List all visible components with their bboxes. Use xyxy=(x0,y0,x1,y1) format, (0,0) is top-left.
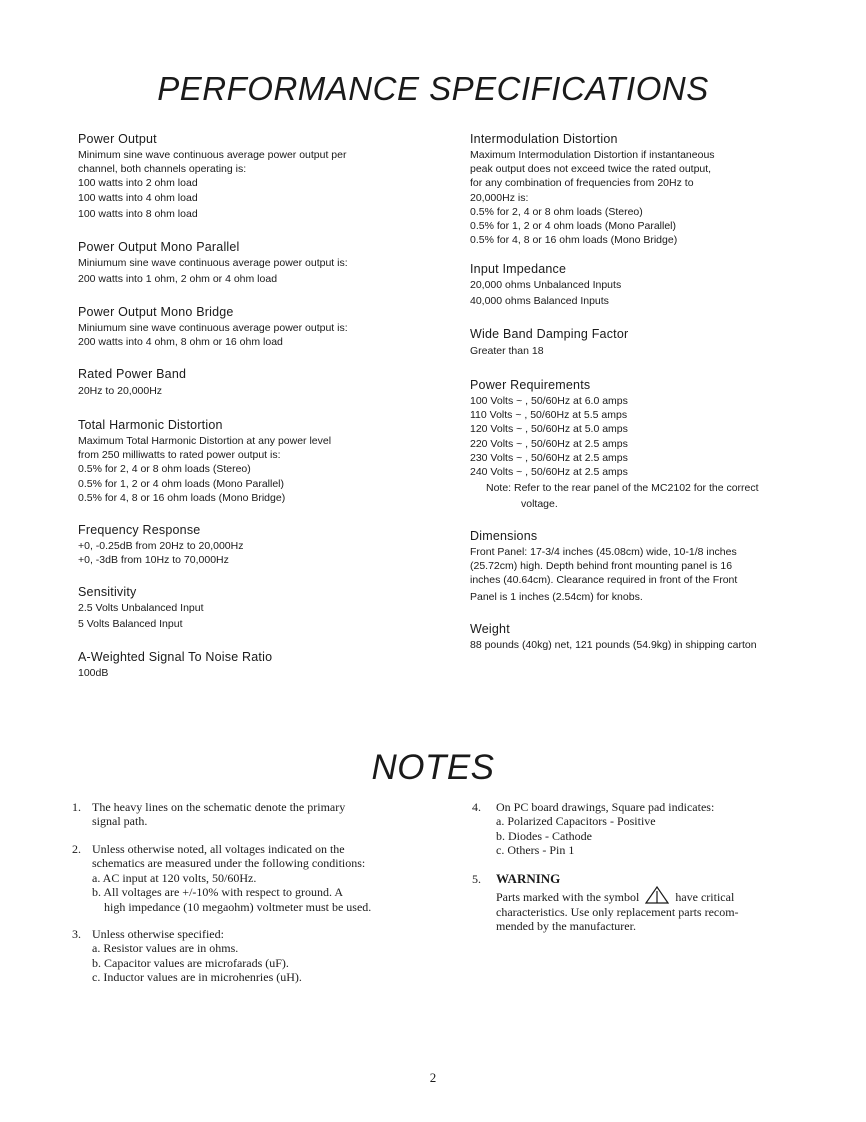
note-number: 3. xyxy=(72,927,81,941)
note-number: 1. xyxy=(72,800,81,814)
note-item xyxy=(72,927,412,985)
spec-line: 0.5% for 1, 2 or 4 ohm loads (Mono Parallel) xyxy=(470,220,677,233)
spec-line: inches (40.64cm). Clearance required in front of the Front xyxy=(470,574,738,587)
spec-heading: Frequency Response xyxy=(78,523,201,537)
spec-line: Panel is 1 inches (2.54cm) for knobs. xyxy=(470,590,643,603)
spec-line: 88 pounds (40kg) net, 121 pounds (54.9kg) in shipping carton xyxy=(470,639,757,651)
note-line: a. AC input at 120 volts, 50/60Hz. xyxy=(92,870,257,885)
spec-line: 200 watts into 4 ohm, 8 ohm or 16 ohm load xyxy=(78,336,283,349)
spec-line: 20,000Hz is: xyxy=(470,191,529,204)
performance-specifications-title: PERFORMANCE SPECIFICATIONS xyxy=(157,70,709,107)
notes-column-left xyxy=(72,800,412,1000)
notes-title: NOTES xyxy=(371,748,495,787)
spec-line: (25.72cm) high. Depth behind front mounting panel is 16 xyxy=(470,560,733,573)
spec-line: 20Hz to 20,000Hz xyxy=(78,385,163,397)
notes-column-right xyxy=(472,800,812,940)
warning-triangle-icon xyxy=(645,886,669,904)
spec-line: 2.5 Volts Unbalanced Input xyxy=(78,602,204,614)
spec-line: 100dB xyxy=(78,667,109,679)
spec-line: for any combination of frequencies from 20Hz to xyxy=(470,177,694,190)
spec-heading: Power Output Mono Parallel xyxy=(78,240,240,254)
spec-line: 0.5% for 2, 4 or 8 ohm loads (Stereo) xyxy=(78,463,251,476)
spec-note-line: voltage. xyxy=(521,498,558,511)
spec-line: from 250 milliwatts to rated power output is: xyxy=(78,449,281,462)
spec-heading: Dimensions xyxy=(470,529,538,543)
spec-power-output-mono-parallel xyxy=(78,240,468,286)
spec-line: 0.5% for 4, 8 or 16 ohm loads (Mono Bridge) xyxy=(78,491,286,504)
note-line: c. Inductor values are in microhenries (uH). xyxy=(92,970,302,985)
note-line: c. Others - Pin 1 xyxy=(496,843,575,858)
note-line: b. Capacitor values are microfarads (uF). xyxy=(92,955,289,970)
spec-line: 0.5% for 1, 2 or 4 ohm loads (Mono Parallel) xyxy=(78,477,285,490)
spec-line: +0, -0.25dB from 20Hz to 20,000Hz xyxy=(78,540,244,552)
spec-heading: Wide Band Damping Factor xyxy=(470,327,629,341)
note-line: high impedance (10 megaohm) voltmeter must be used. xyxy=(104,899,372,914)
spec-line: 240 Volts ~ , 50/60Hz at 2.5 amps xyxy=(470,466,628,479)
note-item xyxy=(72,842,412,914)
note-item xyxy=(472,800,812,858)
spec-line: 100 watts into 8 ohm load xyxy=(78,207,198,220)
spec-sensitivity xyxy=(78,585,468,631)
spec-heading: Intermodulation Distortion xyxy=(470,132,618,146)
spec-heading: Rated Power Band xyxy=(78,367,187,381)
spec-signal-to-noise xyxy=(78,650,468,680)
spec-line: Miniumum sine wave continuous average power output is: xyxy=(78,257,348,269)
spec-line: channel, both channels operating is: xyxy=(78,163,247,176)
spec-weight xyxy=(470,622,860,652)
note-line: The heavy lines on the schematic denote the primary xyxy=(92,800,346,814)
note-line: have critical xyxy=(675,890,735,905)
spec-line: 220 Volts ~ , 50/60Hz at 2.5 amps xyxy=(470,437,628,450)
note-number: 5. xyxy=(472,872,481,886)
note-line: a. Resistor values are in ohms. xyxy=(92,941,239,956)
spec-line: peak output does not exceed twice the rated output, xyxy=(470,163,712,176)
spec-line: 120 Volts ~ , 50/60Hz at 5.0 amps xyxy=(470,423,628,436)
spec-line: 0.5% for 2, 4 or 8 ohm loads (Stereo) xyxy=(470,205,643,218)
spec-line: 100 Volts ~ , 50/60Hz at 6.0 amps xyxy=(470,395,628,407)
spec-line: 110 Volts ~ , 50/60Hz at 5.5 amps xyxy=(470,409,628,422)
spec-line: Maximum Intermodulation Distortion if instantaneous xyxy=(470,149,715,161)
note-line: Unless otherwise noted, all voltages indicated on the xyxy=(92,842,345,856)
note-number: 2. xyxy=(72,842,81,856)
note-item-warning xyxy=(472,872,812,934)
note-line: mended by the manufacturer. xyxy=(496,919,636,934)
spec-frequency-response xyxy=(78,523,468,567)
note-line: signal path. xyxy=(92,814,148,829)
spec-heading: Power Output Mono Bridge xyxy=(78,305,234,319)
spec-power-output-mono-bridge xyxy=(78,305,468,349)
note-number: 4. xyxy=(472,800,481,814)
note-line: On PC board drawings, Square pad indicates: xyxy=(496,800,715,814)
spec-intermodulation-distortion xyxy=(470,132,860,247)
note-line: characteristics. Use only replacement parts recom- xyxy=(496,904,739,919)
spec-line: 100 watts into 4 ohm load xyxy=(78,191,198,204)
spec-line: 5 Volts Balanced Input xyxy=(78,618,183,631)
spec-line: Miniumum sine wave continuous average power output is: xyxy=(78,322,348,334)
spec-line: Maximum Total Harmonic Distortion at any power level xyxy=(78,435,332,447)
spec-line: Front Panel: 17-3/4 inches (45.08cm) wide, 10-1/8 inches xyxy=(470,546,737,558)
spec-heading: Input Impedance xyxy=(470,262,567,276)
spec-power-output xyxy=(78,132,468,221)
spec-heading: Power Requirements xyxy=(470,378,591,392)
spec-input-impedance xyxy=(470,262,860,308)
note-line: b. Diodes - Cathode xyxy=(496,828,592,843)
page-number: 2 xyxy=(429,1070,437,1085)
spec-line: 100 watts into 2 ohm load xyxy=(78,177,198,190)
note-item xyxy=(72,800,412,829)
spec-heading: Power Output xyxy=(78,132,157,146)
note-line: schematics are measured under the following conditions: xyxy=(92,856,366,871)
spec-line: +0, -3dB from 10Hz to 70,000Hz xyxy=(78,554,229,567)
spec-note-line: Note: Refer to the rear panel of the MC2102 for the correct xyxy=(486,482,759,495)
note-line: b. All voltages are +/-10% with respect to ground. A xyxy=(92,885,344,900)
spec-line: 230 Volts ~ , 50/60Hz at 2.5 amps xyxy=(470,451,628,464)
spec-dimensions xyxy=(470,529,860,604)
spec-heading: Weight xyxy=(470,622,510,636)
spec-total-harmonic-distortion xyxy=(78,418,468,505)
spec-heading: A-Weighted Signal To Noise Ratio xyxy=(78,650,273,664)
spec-rated-power-band xyxy=(78,367,468,398)
note-line: Parts marked with the symbol xyxy=(496,890,640,905)
note-line: Unless otherwise specified: xyxy=(92,927,224,941)
spec-heading: Total Harmonic Distortion xyxy=(78,418,223,432)
spec-line: 40,000 ohms Balanced Inputs xyxy=(470,295,609,308)
spec-line: Minimum sine wave continuous average power output per xyxy=(78,149,347,161)
spec-line: 200 watts into 1 ohm, 2 ohm or 4 ohm load xyxy=(78,273,278,286)
spec-line: 20,000 ohms Unbalanced Inputs xyxy=(470,279,622,291)
note-line: a. Polarized Capacitors - Positive xyxy=(496,814,656,829)
warning-heading: WARNING xyxy=(496,871,561,886)
spec-line: 0.5% for 4, 8 or 16 ohm loads (Mono Bridge) xyxy=(470,234,678,247)
spec-damping-factor xyxy=(470,327,860,358)
spec-heading: Sensitivity xyxy=(78,585,137,599)
spec-line: Greater than 18 xyxy=(470,345,544,357)
spec-power-requirements xyxy=(470,378,860,512)
